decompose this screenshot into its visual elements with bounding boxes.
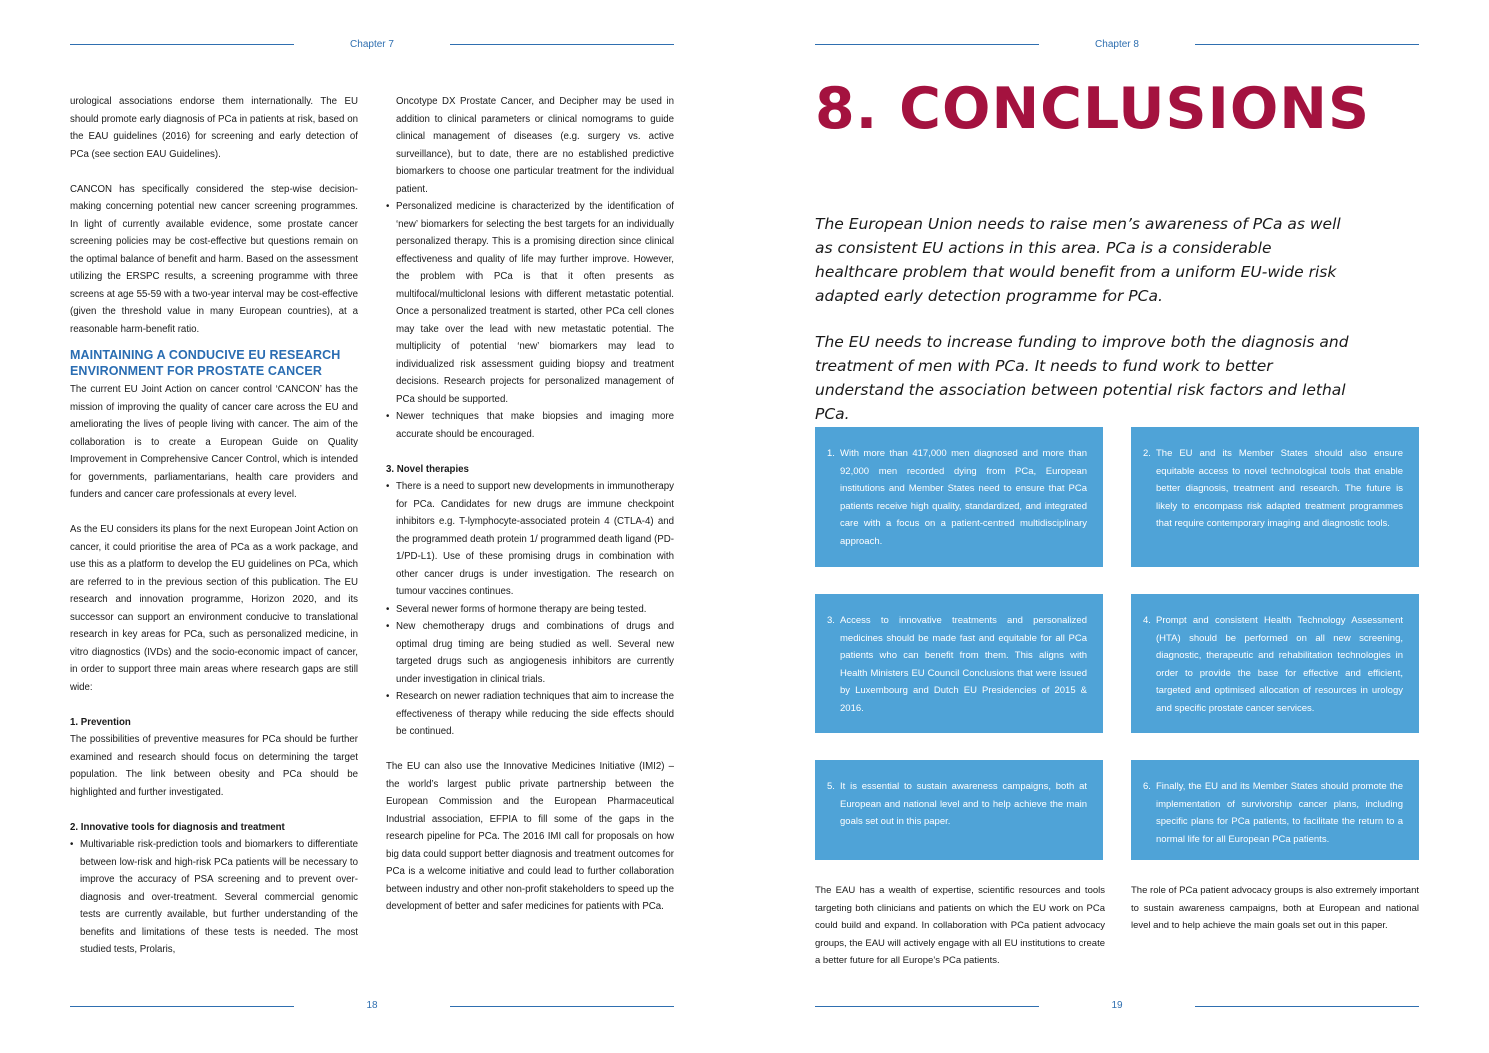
paragraph: The possibilities of preventive measures for PCa should be further examined and research should focus on determining the target population. The link between obesity and PCa should be highlighted and further investigated.	[70, 734, 358, 798]
list-item: • Several newer forms of hormone therapy are being tested.	[386, 601, 674, 619]
box-text: The EU and its Member States should also ensure equitable access to novel technological tools that enable better diagnosis, treatment and research. The future is likely to encompass risk adapted treatment programmes that require contemporary imaging and diagnostic tools.	[1156, 448, 1403, 529]
box-text: Prompt and consistent Health Technology Assessment (HTA) should be performed on all new screening, diagnostic, therapeutic and rehabilitation technologies in order to provide the base for effective and efficient, targeted and optimised allocation of resources in urology and specific prostate cancer services.	[1156, 615, 1403, 714]
left-column-1	[70, 93, 358, 959]
section-heading	[70, 347, 358, 379]
conclusion-box-1	[815, 427, 1103, 567]
conclusion-box-3	[815, 594, 1103, 733]
subheading-novel-therapies: 3. Novel therapies	[386, 463, 469, 475]
intro-paragraph-2: The EU needs to increase funding to improve both the diagnosis and treatment of men with PCa. It needs to fund work to better understand the association between potential risk factors and lethal PCa.	[815, 333, 1349, 423]
header-rule-right	[450, 44, 674, 45]
list-item: • There is a need to support new developments in immunotherapy for PCa. Candidates for new drugs are immune checkpoint inhibitors e.g. T-lymphocyte-associated protein 4 (CTLA-4) and the programmed death protein 1/ programmed death ligand (PD-1/PD-L1). Use of these promising drugs in combination with other cancer drugs is under investigation. The research on tumour vaccines continues.	[386, 478, 674, 601]
box-text: It is essential to sustain awareness campaigns, both at European and national level and to help achieve the main goals set out in this paper.	[840, 781, 1087, 827]
bullet-list	[386, 478, 674, 741]
box-text: Finally, the EU and its Member States should promote the implementation of survivorship cancer plans, including specific plans for PCa patients, to facilitate the return to a normal life for all European PCa patients.	[1156, 781, 1403, 845]
list-item: • Research on newer radiation techniques that aim to increase the effectiveness of therapy while reducing the side effects should be continued.	[386, 688, 674, 741]
right-page	[745, 0, 1489, 1053]
paragraph: CANCON has specifically considered the step-wise decision-making concerning potential new cancer screening programmes. In light of currently available evidence, some prostate cancer screening policies may be cost-effective but questions remain on the optimal balance of benefit and harm. Based on the assessment utilizing the ERSPC results, a screening programme with three screens at age 55-59 with a two-year interval may be cost-effective (given the threshold value in many European countries), at a reasonable harm-benefit ratio.	[70, 183, 358, 335]
section-heading-line: MAINTAINING A CONDUCIVE EU RESEARCH	[70, 348, 341, 362]
intro-paragraph-1: The European Union needs to raise men’s awareness of PCa as well as consistent EU actions in this area. PCa is a considerable healthcare problem that would benefit from a uniform EU-wide risk adapted early detection programme for PCa.	[815, 215, 1341, 305]
paragraph: The EU can also use the Innovative Medicines Initiative (IMI2) – the world’s largest public private partnership between the European Commission and the European Pharmaceutical Industrial association, EFPIA to fill some of the gaps in the research pipeline for PCa. The 2016 IMI call for proposals on how big data could support better diagnosis and treatment outcomes for PCa is a welcome initiative and could lead to further collaboration between industry and other non-profit stakeholders to speed up the development of better and safer medicines for patients with PCa.	[386, 761, 674, 912]
closing-paragraph-right: The role of PCa patient advocacy groups is also extremely important to sustain awareness campaigns, both at European and national level and to help achieve the main goals set out in this paper.	[1131, 885, 1419, 931]
bullet-list	[70, 836, 358, 959]
subheading-prevention: 1. Prevention	[70, 716, 131, 728]
paragraph: Oncotype DX Prostate Cancer, and Decipher may be used in addition to clinical parameters or clinical nomograms to guide clinical management of diseases (e.g. surgery vs. active surveillance), but to date, there are no established predictive biomarkers to choose one particular treatment for the individual patient.	[396, 96, 674, 195]
list-item: • Multivariable risk-prediction tools and biomarkers to differentiate between low-risk and high-risk PCa patients will be necessary to improve the accuracy of PSA screening and to prevent over-diagnosis and over-treatment. Several commercial genomic tests are currently available, but further understanding of the benefits and limitations of these tests is needed. The most studied tests, Prolaris,	[70, 836, 358, 959]
chapter-title: 8. CONCLUSIONS	[815, 76, 1371, 142]
chapter-header: Chapter 8	[1095, 39, 1139, 50]
page-number: 19	[1111, 1000, 1123, 1011]
section-heading-line: ENVIRONMENT FOR PROSTATE CANCER	[70, 364, 322, 378]
footer-rule-right	[450, 1006, 674, 1007]
box-text: With more than 417,000 men diagnosed and more than 92,000 men recorded dying from PCa, European institutions and Member States need to ensure that PCa patients receive high quality, standardized, and integrated care with a focus on a patient-centred multidisciplinary approach.	[840, 448, 1087, 547]
paragraph: urological associations endorse them internationally. The EU should promote early diagnosis of PCa in patients at risk, based on the EAU guidelines (2016) for screening and early detection of PCa (see section EAU Guidelines).	[70, 96, 358, 160]
conclusion-box-5	[815, 760, 1103, 860]
box-number: 1.	[827, 448, 835, 459]
header-rule-right	[1195, 44, 1419, 45]
left-page	[0, 0, 744, 1053]
header-rule-left	[70, 44, 294, 45]
footer-rule-left	[815, 1006, 1039, 1007]
list-item: • Newer techniques that make biopsies and imaging more accurate should be encouraged.	[386, 408, 674, 443]
conclusion-box-2	[1131, 427, 1419, 567]
footer-rule-right	[1195, 1006, 1419, 1007]
footer-rule-left	[70, 1006, 294, 1007]
box-number: 2.	[1143, 448, 1151, 459]
subheading-innovative-tools: 2. Innovative tools for diagnosis and treatment	[70, 821, 285, 833]
paragraph: As the EU considers its plans for the next European Joint Action on cancer, it could prioritise the area of PCa as a work package, and use this as a platform to develop the EU guidelines on PCa, which are referred to in the previous section of this publication. The EU research and innovation programme, Horizon 2020, and its successor can support an environment conducive to translational research in key areas for PCa, such as personalized medicine, in vitro diagnostics (IVDs) and the socio-economic impact of cancer, in order to support three main areas where research gaps are still wide:	[70, 524, 358, 693]
list-item: • New chemotherapy drugs and combinations of drugs and optimal drug timing are being studied as well. Several new targeted drugs such as angiogenesis inhibitors are currently under investigation in clinical trials.	[386, 618, 674, 688]
closing-paragraph-left: The EAU has a wealth of expertise, scientific resources and tools targeting both clinicians and patients on which the EU work on PCa could build and expand. In collaboration with PCa patient advocacy groups, the EAU will actively engage with all EU institutions to create a better future for all Europe’s PCa patients.	[815, 885, 1105, 966]
box-number: 3.	[827, 615, 835, 626]
page-number: 18	[366, 1000, 378, 1011]
list-item: • Personalized medicine is characterized by the identification of ‘new’ biomarkers for selecting the best targets for an individually personalized therapy. This is a promising direction since clinical effectiveness and quality of life may further improve. However, the problem with PCa is that it often presents as multifocal/multiclonal lesions with different metastatic potential. Once a personalized treatment is started, other PCa cell clones may take over the lead with new metastatic potential. The multiplicity of potential ‘new’ biomarkers may lead to individualized risk assessment guiding biopsy and treatment decisions. Research projects for personalized management of PCa should be supported.	[386, 198, 674, 408]
bullet-list	[386, 198, 674, 443]
header-rule-left	[815, 44, 1039, 45]
chapter-header: Chapter 7	[350, 39, 394, 50]
box-number: 6.	[1143, 781, 1151, 792]
left-column-2	[386, 93, 674, 916]
box-number: 5.	[827, 781, 835, 792]
box-text: Access to innovative treatments and personalized medicines should be made fast and equitable for all PCa patients who can benefit from them. This aligns with Health Ministers EU Council Conclusions that were issued by Luxembourg and Dutch EU Presidencies of 2015 & 2016.	[840, 615, 1087, 714]
paragraph: The current EU Joint Action on cancer control ‘CANCON’ has the mission of improving the quality of cancer care across the EU and ameliorating the lives of people living with cancer. The aim of the collaboration is to create a European Guide on Quality Improvement in Comprehensive Cancer Control, which is intended for governments, parliamentarians, health care providers and funders and cancer care professionals at every level.	[70, 384, 358, 500]
conclusion-box-6	[1131, 760, 1419, 860]
box-number: 4.	[1143, 615, 1151, 626]
conclusion-box-4	[1131, 594, 1419, 733]
